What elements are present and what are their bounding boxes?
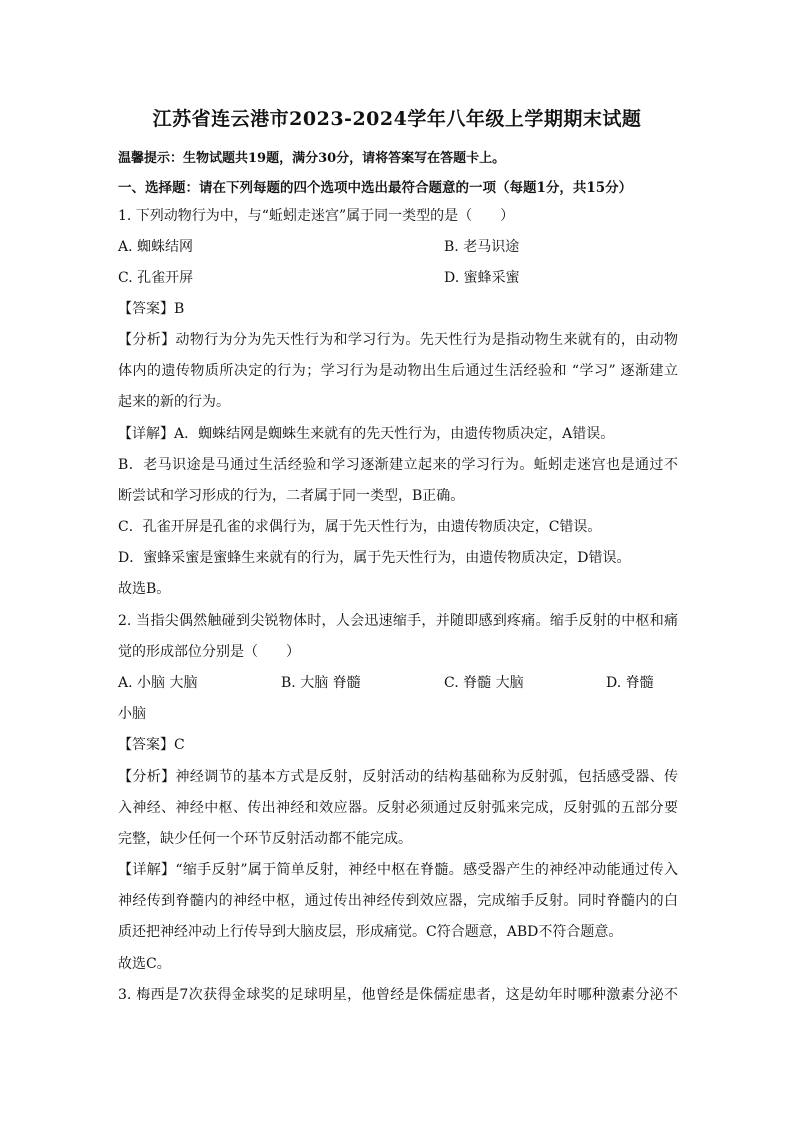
q2-detail-line: 质还把神经冲动上行传导到大脑皮层，形成痛觉。C符合题意，ABD不符合题意。	[118, 924, 623, 940]
q2-detail-line: 神经传到脊髓内的神经中枢，通过传出神经传到效应器，完成缩手反射。同时脊髓内的白	[118, 893, 678, 909]
q1-option-b: B. 老马识途	[444, 239, 520, 255]
q2-option-c: C. 脊髓 大脑	[444, 675, 524, 691]
q1-detail-line: B．老马识途是马通过生活经验和学习逐渐建立起来的学习行为。蚯蚓走迷宫也是通过不	[118, 457, 678, 473]
q2-conclusion: 故选C。	[118, 956, 171, 972]
q2-answer: 【答案】C	[118, 737, 185, 753]
q2-option-a: A. 小脑 大脑	[118, 675, 198, 691]
q2-analysis-line: 【分析】神经调节的基本方式是反射，反射活动的结构基础称为反射弧，包括感受器、传	[118, 769, 678, 785]
q1-analysis-line: 【分析】动物行为分为先天性行为和学习行为。先天性行为是指动物生来就有的，由动物	[118, 332, 678, 348]
q2-analysis-line: 入神经、神经中枢、传出神经和效应器。反射必须通过反射弧来完成，反射弧的五部分要	[118, 800, 678, 816]
q1-analysis-line: 起来的新的行为。	[118, 394, 230, 410]
page-title: 江苏省连云港市2023-2024学年八年级上学期期末试题	[152, 108, 642, 130]
q2-option-b: B. 大脑 脊髓	[281, 675, 361, 691]
q3-stem-line: 3. 梅西是7次获得金球奖的足球明星，他曾经是侏儒症患者，这是幼年时哪种激素分泌不	[118, 987, 678, 1003]
exam-tip: 温馨提示：生物试题共19题，满分30分，请将答案写在答题卡上。	[118, 151, 506, 166]
q1-option-d: D. 蜜蜂采蜜	[444, 270, 520, 286]
q1-option-c: C. 孔雀开屏	[118, 270, 194, 286]
q1-detail-line: C．孔雀开屏是孔雀的求偶行为，属于先天性行为，由遗传物质决定，C错误。	[118, 519, 602, 535]
q2-option-d-continued: 小脑	[118, 706, 146, 722]
q2-option-d: D. 脊髓	[606, 675, 654, 691]
q1-stem: 1. 下列动物行为中，与“蚯蚓走迷宫”属于同一类型的是（ ）	[118, 208, 515, 224]
q1-detail-line: 断尝试和学习形成的行为，二者属于同一类型，B正确。	[118, 488, 465, 504]
q2-stem-line: 觉的形成部位分别是（ ）	[118, 644, 300, 660]
section-heading: 一、选择题：请在下列每题的四个选项中选出最符合题意的一项（每题1分，共15分）	[118, 180, 633, 196]
q2-analysis-line: 完整，缺少任何一个环节反射活动都不能完成。	[118, 831, 412, 847]
q1-analysis-line: 体内的遗传物质所决定的行为；学习行为是动物出生后通过生活经验和 “学习” 逐渐建立	[118, 363, 678, 379]
q1-conclusion: 故选B。	[118, 581, 171, 597]
q1-answer: 【答案】B	[118, 301, 185, 317]
q1-detail-line: 【详解】A．蜘蛛结网是蜘蛛生来就有的先天性行为，由遗传物质决定，A错误。	[118, 426, 615, 442]
q1-option-a: A. 蜘蛛结网	[118, 239, 194, 255]
q2-stem-line: 2. 当指尖偶然触碰到尖锐物体时，人会迅速缩手，并随即感到疼痛。缩手反射的中枢和痛	[118, 613, 678, 629]
q1-detail-line: D．蜜蜂采蜜是蜜蜂生来就有的行为，属于先天性行为，由遗传物质决定，D错误。	[118, 550, 631, 566]
q2-detail-line: 【详解】“缩手反射”属于简单反射，神经中枢在脊髓。感受器产生的神经冲动能通过传入	[118, 862, 678, 878]
